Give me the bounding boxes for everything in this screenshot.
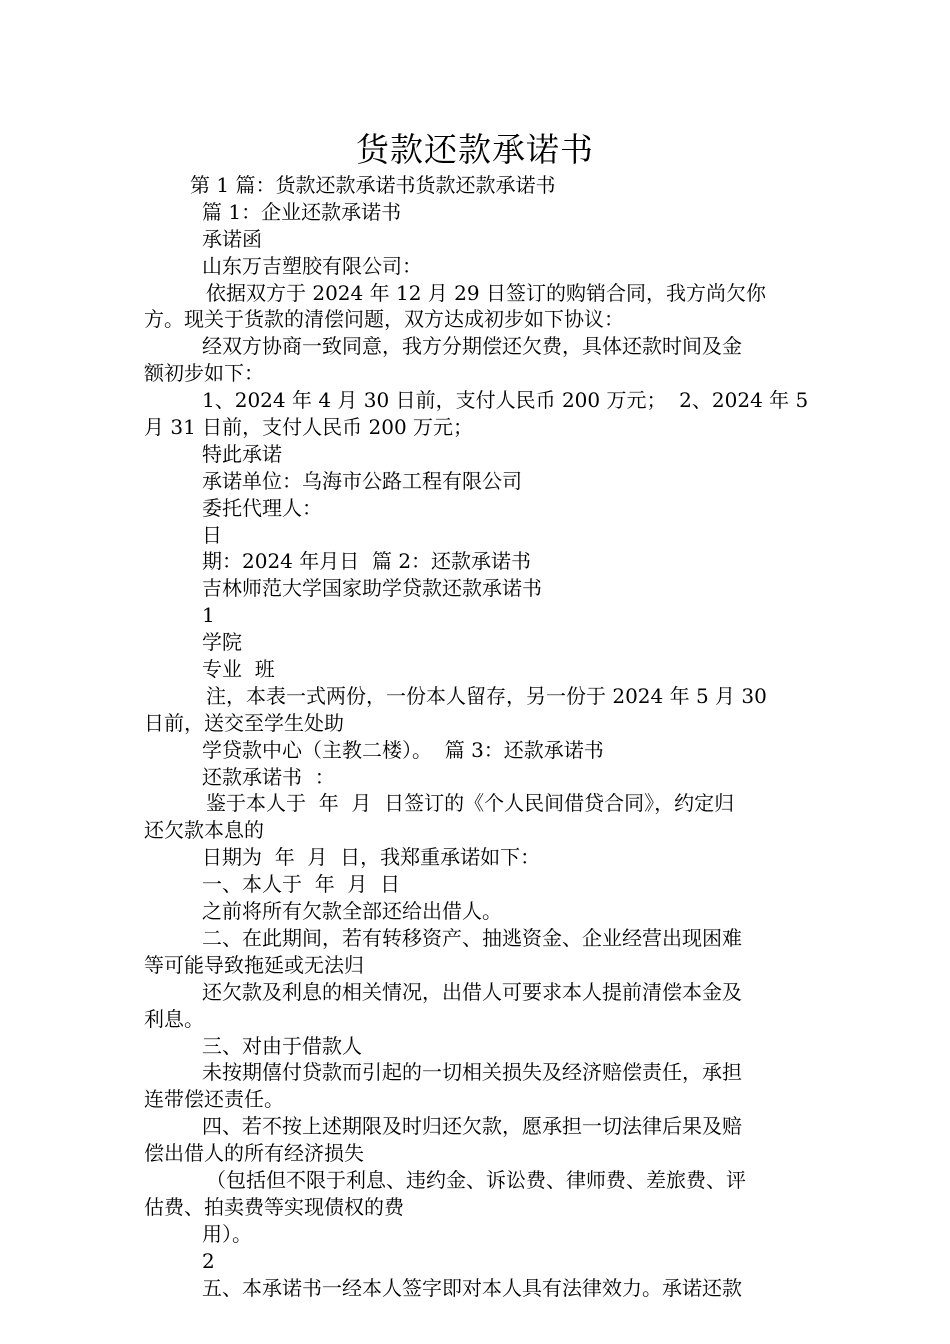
document-line: 日 [202,522,222,547]
document-line: 委托代理人： [202,495,322,520]
document-line: 1、2024 年 4 月 30 日前，支付人民币 200 万元； 2、2024 年 5 [202,388,809,413]
document-line: 用）。 [202,1221,252,1246]
document-line: 估费、拍卖费等实现债权的费 [144,1194,404,1219]
document-line: 经双方协商一致同意，我方分期偿还欠费，具体还款时间及金 [202,334,742,359]
document-line: 二、在此期间，若有转移资产、抽逃资金、企业经营出现困难 [202,925,742,950]
document-line: 三、对由于借款人 [202,1033,362,1058]
document-line: 一、本人于 年 月 日 [202,872,401,897]
document-line: 篇 1：企业还款承诺书 [202,199,402,224]
document-line: 第 1 篇：货款还款承诺书货款还款承诺书 [190,173,556,197]
document-line: 1 [202,603,215,628]
document-line: 承诺函 [202,226,262,251]
document-line: 日前，送交至学生处助 [144,710,344,735]
document-line: 偿出借人的所有经济损失 [144,1141,364,1166]
document-line: 2 [202,1248,215,1273]
document-line: 日期为 年 月 日，我郑重承诺如下： [202,845,541,870]
document-line: 注，本表一式两份，一份本人留存，另一份于 2024 年 5 月 30 [206,683,767,708]
document-line: 额初步如下： [144,361,264,386]
document-line: 山东万吉塑胶有限公司： [202,253,422,278]
document-line: 之前将所有欠款全部还给出借人。 [202,899,502,924]
document-line: 还款承诺书 ： [202,764,335,789]
document-line: 期：2024 年月日 篇 2：还款承诺书 [202,549,532,574]
document-line: 还欠款本息的 [144,818,264,843]
document-line: 承诺单位：乌海市公路工程有限公司 [202,468,522,493]
document-line: 学贷款中心（主教二楼）。 篇 3：还款承诺书 [202,737,604,762]
document-line: 四、若不按上述期限及时归还欠款，愿承担一切法律后果及赔 [202,1114,742,1139]
document-line: 利息。 [144,1006,204,1031]
document-line: 依据双方于 2024 年 12 月 29 日签订的购销合同，我方尚欠你 [206,280,766,305]
document-line: 等可能导致拖延或无法归 [144,952,364,977]
document-line: 特此承诺 [202,441,282,466]
document-line: 专业 班 [202,657,275,682]
document-line: 未按期僖付贷款而引起的一切相关损失及经济赔偿责任，承担 [202,1060,742,1085]
document-body [144,172,809,1301]
document-line: 月 31 日前，支付人民币 200 万元； [144,415,474,440]
document-line: 吉林师范大学国家助学贷款还款承诺书 [202,576,542,601]
document-line: 连带偿还责任。 [144,1087,284,1112]
document-line: 五、本承诺书一经本人签字即对本人具有法律效力。承诺还款 [202,1275,742,1300]
document-line: 还欠款及利息的相关情况，出借人可要求本人提前清偿本金及 [202,979,742,1004]
document-title: 货款还款承诺书 [356,130,594,169]
document-line: 方。现关于货款的清偿问题，双方达成初步如下协议： [144,307,624,332]
document-line: 学院 [202,630,242,655]
document-line: 鉴于本人于 年 月 日签订的《个人民间借贷合同》，约定归 [206,791,735,816]
document-line: （包括但不限于利息、违约金、诉讼费、律师费、差旅费、评 [206,1167,746,1192]
